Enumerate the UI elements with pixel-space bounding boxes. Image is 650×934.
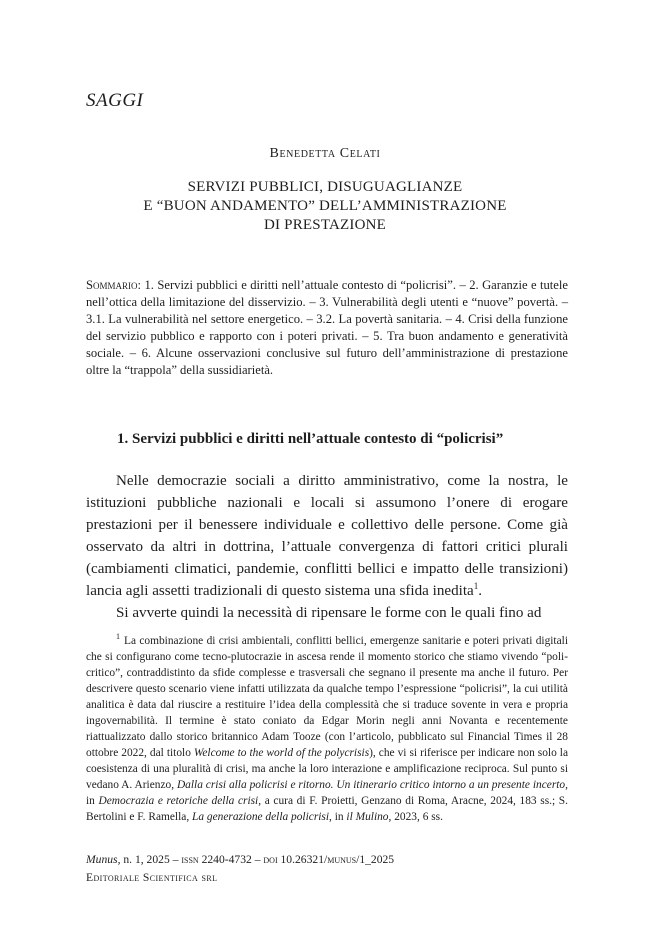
footnote-text: , 2023, 6 ss. <box>388 811 443 823</box>
footnote-italic: Democrazia e retoriche della crisi <box>98 795 259 807</box>
footnote-italic: Dalla crisi alla policrisi e ritorno. Un itinerario critico intorno a un presente incerto <box>176 779 566 791</box>
paragraph <box>86 602 568 624</box>
page-footer <box>86 851 394 887</box>
summary <box>86 277 568 379</box>
footer-citation <box>86 851 394 869</box>
section-heading: 1. Servizi pubblici e diritti nell’attuale contesto di “policrisi” <box>117 431 504 447</box>
summary-label: Sommario: <box>86 278 142 292</box>
author-name: Benedetta Celati <box>269 146 381 161</box>
footnote <box>86 633 568 825</box>
footnote-italic: Welcome to the world of the polycrisis <box>193 747 370 759</box>
title-line: DI PRESTAZIONE <box>263 217 386 233</box>
footnote-text: , a cura di F. Proietti, Genzano di Roma, Aracne, 2024, 183 ss.; S. Bertolini e F. Ramella, <box>86 795 568 823</box>
footer-details: , n. 1, 2025 – <box>117 853 182 866</box>
footnote-reference[interactable]: 1 <box>473 580 479 591</box>
body-text <box>86 470 568 624</box>
footnote-text: La combinazione di crisi ambientali, conflitti bellici, emergenze sanitarie e poteri privati digitali che si configurano come tecno-plutocrazie in ascesa rende il momento storico che stiamo vivendo “poli-critico”, contraddistinto da sfide complesse e trasversali che segnano il presente ma anche il futuro. Per descrivere questo scenario viene infatti utilizzata da qualche tempo l’espressione “policrisi”, la cui utilità analitica è data dal riuscire a restituire l’idea della complessità che si traduce sovente in vera e propria ingovernabilità. Il termine è stato coniato da Edgar Morin negli anni Novanta e recentemente riattualizzato dallo storico britannico Adam Tooze (con l’articolo, pubblicato sul Financial Times il 28 ottobre 2022, dal titolo <box>86 635 568 759</box>
publisher: Editoriale Scientifica srl <box>86 871 218 884</box>
paragraph-text: Nelle democrazie sociali a diritto amministrativo, come la nostra, le istituzioni pubbliche nazionali e locali si assumono l’onere di erogare prestazioni per il benessere individuale e collettivo delle persone. Come già osservato da altri in dottrina, l’attuale convergenza di fattori critici plurali (cambiamenti climatici, pandemie, conflitti bellici e impatto delle transizioni) lancia agli assetti tradizionali di questo sistema una sfida inedita <box>86 473 568 599</box>
journal-name: Munus <box>86 853 118 866</box>
footnote-marker: 1 <box>116 632 120 642</box>
footnote-paragraph <box>86 633 568 825</box>
footnote-italic: La generazione della policrisi <box>192 811 330 823</box>
title-line: E “BUON ANDAMENTO” DELL’AMMINISTRAZIONE <box>143 198 507 214</box>
paragraph-text: Si avverte quindi la necessità di ripensare le forme con le quali fino ad <box>116 605 542 621</box>
paragraph-end: . <box>478 583 482 599</box>
paragraph <box>86 470 568 602</box>
section-label: SAGGI <box>86 90 144 111</box>
footnote-text: ), che vi si riferisce per indicare non solo la coesistenza di una pluralità di crisi, ma anche la loro interazione e amplificazione reciproca. Sul punto si vedano A. Arienzo, <box>86 747 568 791</box>
footnote-text: , in <box>329 811 347 823</box>
article-title <box>120 178 530 235</box>
footnote-italic: il Mulino <box>346 811 389 823</box>
footer-identifiers: issn 2240-4732 – doi 10.26321/munus/1_2025 <box>181 853 395 866</box>
title-line: SERVIZI PUBBLICI, DISUGUAGLIANZE <box>187 179 463 195</box>
summary-text: 1. Servizi pubblici e diritti nell’attuale contesto di “policrisi”. – 2. Garanzie e tutele nell’ottica della limitazione del disservizio. – 3. Vulnerabilità degli utenti e “nuove” povertà. – 3.1. La vulnerabilità nel settore energetico. – 3.2. La povertà sanitaria. – 4. Crisi della funzione del servizio pubblico e rapporto con i poteri privati. – 5. Tra buon andamento e generatività sociale. – 6. Alcune osservazioni conclusive sul futuro dell’amministrazione di prestazione oltre la “trappola” della sussidiarietà. <box>86 278 568 377</box>
footnote-text: , in <box>86 779 568 807</box>
